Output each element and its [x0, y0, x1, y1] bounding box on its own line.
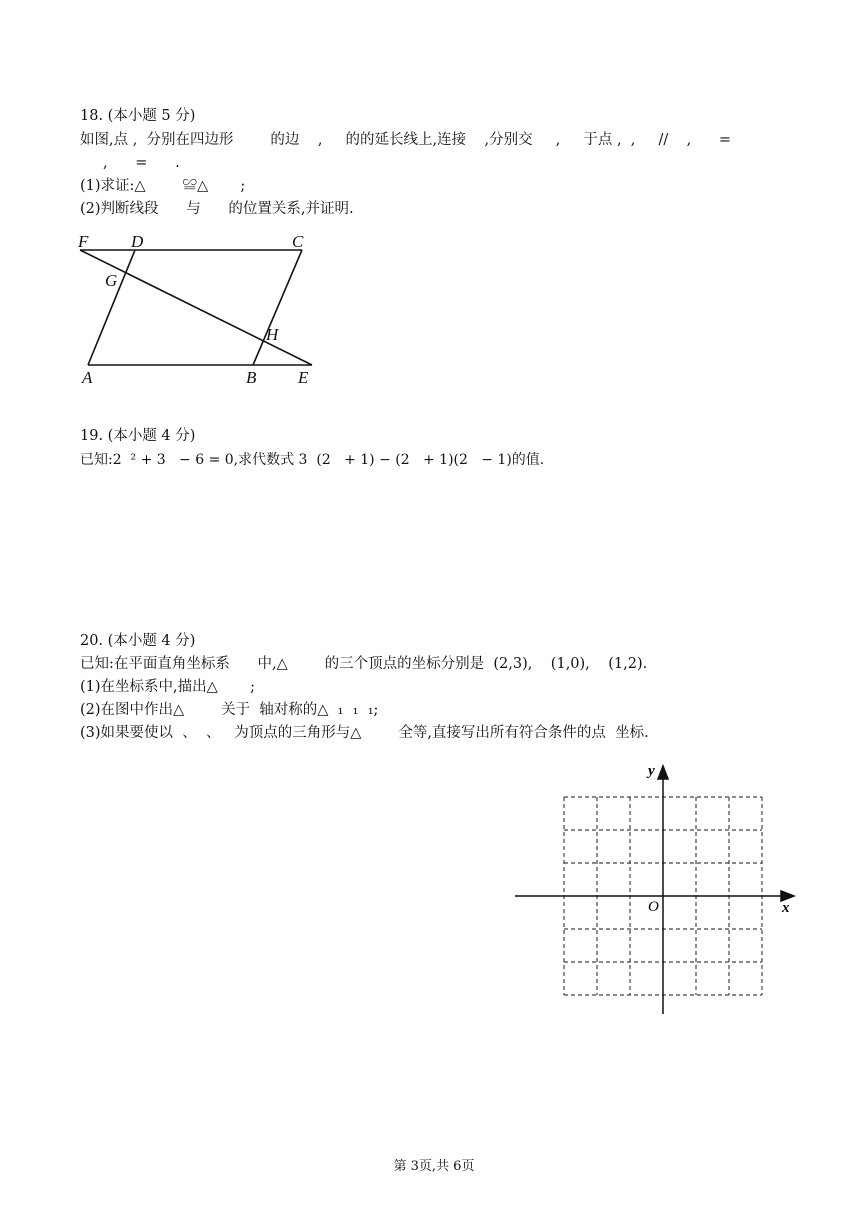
q20-part2: (2)在图中作出△ 关于 轴对称的△ ₁ ₁ ₁;	[80, 702, 379, 718]
q20-coordinate-grid	[510, 758, 800, 1023]
q20-header: 20. (本小题 4 分)	[80, 633, 196, 649]
q18-text-line2: , = .	[80, 155, 180, 171]
q20-text-line1: 已知:在平面直角坐标系 中,△ 的三个顶点的坐标分别是 (2,3), (1,0), (1,2).	[80, 656, 648, 672]
page-footer: 第 3页,共 6页	[393, 1159, 475, 1174]
x-axis-label: x	[782, 900, 790, 916]
q18-part1: (1)求证:△ ≌△ ;	[80, 178, 246, 194]
label-E: E	[298, 368, 309, 387]
q18-parallelogram-figure	[70, 228, 330, 393]
y-axis-label: y	[648, 763, 655, 779]
q20-part1: (1)在坐标系中,描出△ ;	[80, 679, 255, 695]
y-axis-arrow	[658, 766, 668, 779]
label-D: D	[131, 232, 144, 251]
q19-header: 19. (本小题 4 分)	[80, 428, 196, 444]
label-H: H	[266, 325, 279, 344]
label-G: G	[105, 271, 118, 290]
q18-text-line1: 如图,点 , 分别在四边形 的边 , 的的延长线上,连接 ,分别交 , 于点 , , // , =	[80, 132, 732, 148]
label-B: B	[246, 368, 257, 387]
label-A: A	[82, 368, 93, 387]
q18-part2: (2)判断线段 与 的位置关系,并证明.	[80, 201, 354, 217]
label-C: C	[292, 232, 304, 251]
q19-text: 已知:2 ² + 3 − 6 = 0,求代数式 3 (2 + 1) − (2 + 1)(2 − 1)的值.	[80, 452, 545, 468]
label-F: F	[78, 232, 89, 251]
q20-part3: (3)如果要使以 、 、 为顶点的三角形与△ 全等,直接写出所有符合条件的点 坐标.	[80, 725, 649, 741]
origin-label: O	[648, 899, 659, 915]
q18-header: 18. (本小题 5 分)	[80, 108, 196, 124]
line-AD	[88, 250, 135, 365]
